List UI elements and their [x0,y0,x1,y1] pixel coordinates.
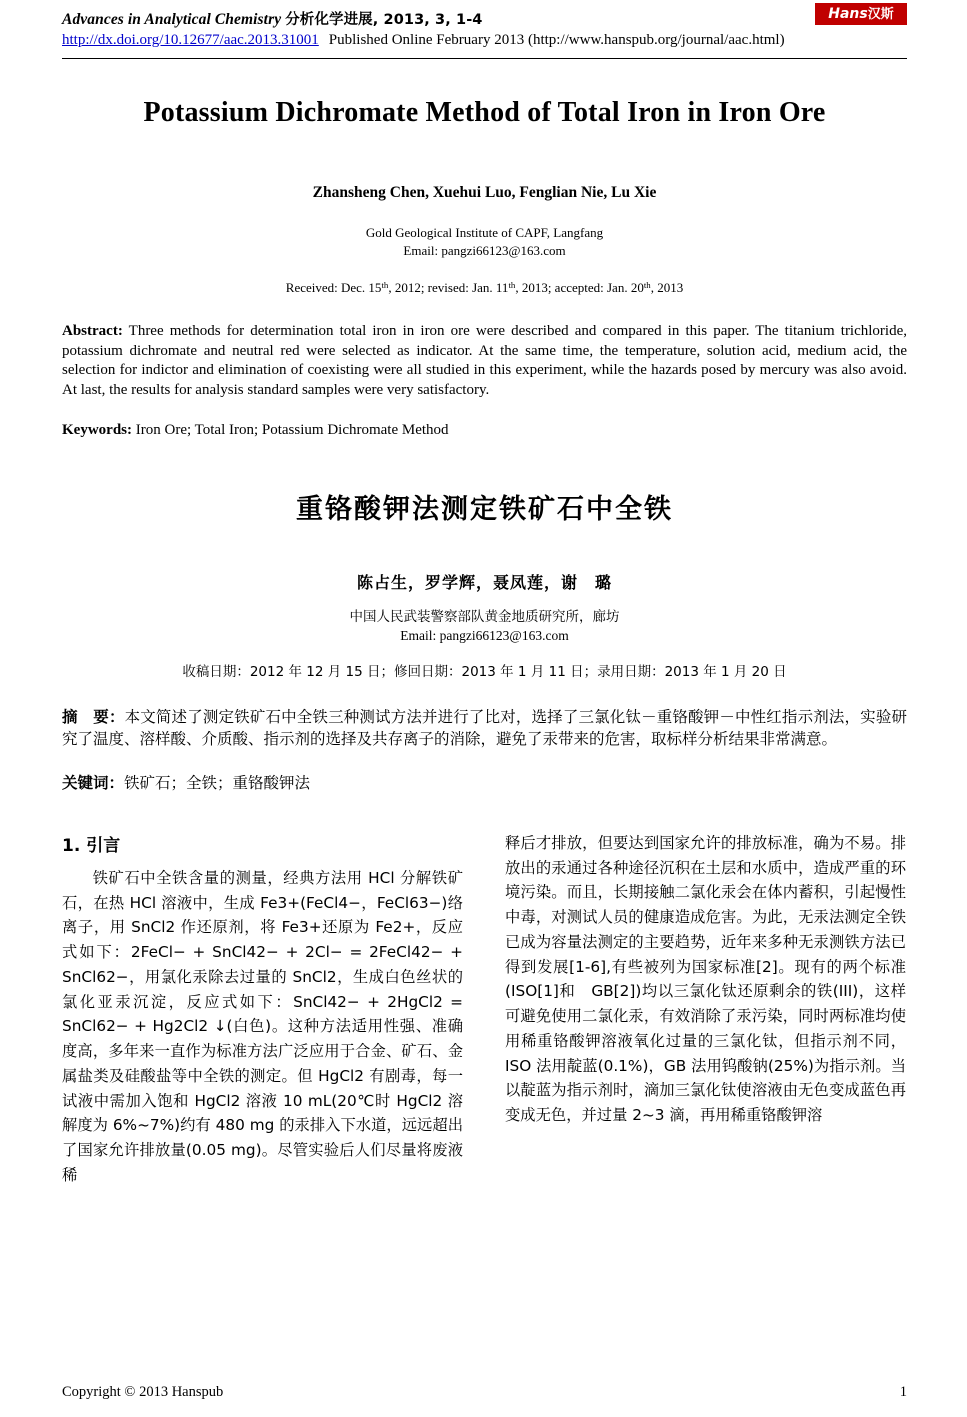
header-divider [62,58,907,59]
page-number: 1 [899,1384,907,1400]
dates-tail: , 2013 [650,280,684,296]
abstract-en [62,322,907,400]
published-online-text: Published Online February 2013 (http://www.hanspub.org/journal/aac.html) [328,32,785,48]
accepted-sup: th [643,280,651,291]
doi-link[interactable]: http://dx.doi.org/10.12677/aac.2013.31001 [62,32,319,48]
affiliation-cn [62,608,907,646]
affiliation-en-line: Gold Geological Institute of CAPF, Langfang [365,225,604,240]
keywords-cn [62,771,907,793]
affiliation-cn-line: 中国人民武装警察部队黄金地质研究所，廊坊 [349,609,620,626]
authors-cn: 陈占生，罗学辉，聂凤莲，谢 璐 [356,573,612,593]
copyright-text: Copyright © 2013 Hanspub [62,1384,224,1400]
abstract-label-en: Abstract: [62,323,123,340]
email-cn: Email: pangzi66123@163.com [400,627,569,643]
logo-text-en: Hans [828,6,868,22]
keywords-text-en: Iron Ore; Total Iron; Potassium Dichromate Method [132,422,449,439]
dates-en [62,280,907,296]
page-footer [62,1384,907,1401]
abstract-text-cn: 本文简述了测定铁矿石中全铁三种测试方法并进行了比对，选择了三氯化钛－重铬酸钾－中性红指示剂法，实验研究了温度、溶样酸、介质酸、指示剂的选择及共存离子的消除，避免了汞带来的危害，取标样分析结果非常满意。 [62,707,907,749]
body-paragraph-left-text: 铁矿石中全铁含量的测量，经典方法用 HCl 分解铁矿石，在热 HCl 溶液中，生成 Fe3+(FeCl4−，FeCl63−)络离子，用 SnCl2 作还原剂，将 Fe3+还原为 Fe2+，反应式如下：2FeCl− + SnCl42− + 2Cl− = 2FeCl42− + SnCl62−，用氯化汞除去过量的 SnCl2，生成白色丝状的氯化亚汞沉淀，反应式如下：SnCl42− + 2HgCl2 = SnCl62− + Hg2Cl2 ↓(白色)。这种方法适用性强、准确度高，多年来一直作为标准方法广泛应用于合金、矿石、金属盐类及硅酸盐等中全铁的测定。但 HgCl2 有剧毒，每一试液中需加入饱和 HgCl2 溶液 10 mL(20℃时 HgCl2 溶解度为 6%~7%)约有 480 mg 的汞排入下水道，远远超出了国家允许排放量(0.05 mg)。尽管实验后人们尽量将废液稀 [62,868,463,1184]
received-sup: th [381,280,389,291]
page-content [62,0,907,1188]
journal-title-en: Advances in Analytical Chemistry [62,11,282,28]
dates-cn: 收稿日期：2012 年 12 月 15 日；修回日期：2013 年 1 月 11 日；录用日期：2013 年 1 月 20 日 [182,663,787,680]
logo-text-cn: 汉斯 [867,7,894,22]
email-en: Email: pangzi66123@163.com [403,242,566,258]
body-column-right [505,831,906,1188]
revised-sup: th [508,280,516,291]
keywords-label-en: Keywords: [62,422,132,439]
page-title-cn: 重铬酸钾法测定铁矿石中全铁 [296,494,673,526]
journal-header [62,0,907,54]
journal-doi-line [62,32,907,49]
authors-en: Zhansheng Chen, Xuehui Luo, Fenglian Nie, Lu Xie [312,184,657,201]
body-columns [62,831,907,1188]
page-title-en: Potassium Dichromate Method of Total Iron in Iron Ore [143,97,826,128]
section-heading-1: 1. 引言 [62,835,121,856]
hans-publisher-logo [815,3,907,25]
affiliation-en [62,224,907,259]
body-paragraph-right-text: 释后才排放，但要达到国家允许的排放标准，确为不易。排放出的汞通过各种途径沉积在土层和水质中，造成严重的环境污染。而且，长期接触二氯化汞会在体内蓄积，引起慢性中毒，对测试人员的健康造成危害。为此，无汞法测定全铁已成为容量法测定的主要趋势，近年来多种无汞测铁方法已得到发展[1-6],有些被列为国家标准[2]。现有的两个标准(ISO[1]和 GB[2])均以三氯化钛还原剩余的铁(III)，这样可避免使用二氯化汞，有效消除了汞污染，同时两标准均使用稀重铬酸钾溶液氧化过量的三氯化钛，但指示剂不同，ISO 法用靛蓝(0.1%)，GB 法用钨酸钠(25%)为指示剂。当以靛蓝为指示剂时，滴加三氯化钛使溶液由无色变成蓝色再变成无色，并过量 2~3 滴，再用稀重铬酸钾溶 [505,833,906,1125]
keywords-text-cn: 铁矿石；全铁；重铬酸钾法 [124,773,311,792]
abstract-cn [62,706,907,751]
revised-label: , 2012; revised: Jan. 11 [388,280,509,296]
keywords-en [62,422,907,439]
abstract-text-en: Three methods for determination total iron in iron ore were described and compared in this paper. The titanium trichloride, potassium dichromate and neutral red were selected as indicator. At the same time, the temperature, solution acid, medium acid, the selection for indictor and elimination of coexisting were all studied in this experiment, while the hazards posed by mercury was also avoid. At last, the results for analysis standard samples were very satisfactory. [62,323,907,398]
keywords-label-cn: 关键词： [62,773,125,792]
abstract-label-cn: 摘 要： [62,707,125,726]
accepted-label: , 2013; accepted: Jan. 20 [515,280,644,296]
received-label: Received: Dec. 15 [285,280,382,296]
body-paragraph-right [505,831,906,1128]
body-column-left [62,831,463,1188]
body-paragraph-left [62,866,463,1188]
journal-title-line [62,8,907,29]
journal-title-cn: 分析化学进展, 2013, 3, 1-4 [285,12,483,28]
